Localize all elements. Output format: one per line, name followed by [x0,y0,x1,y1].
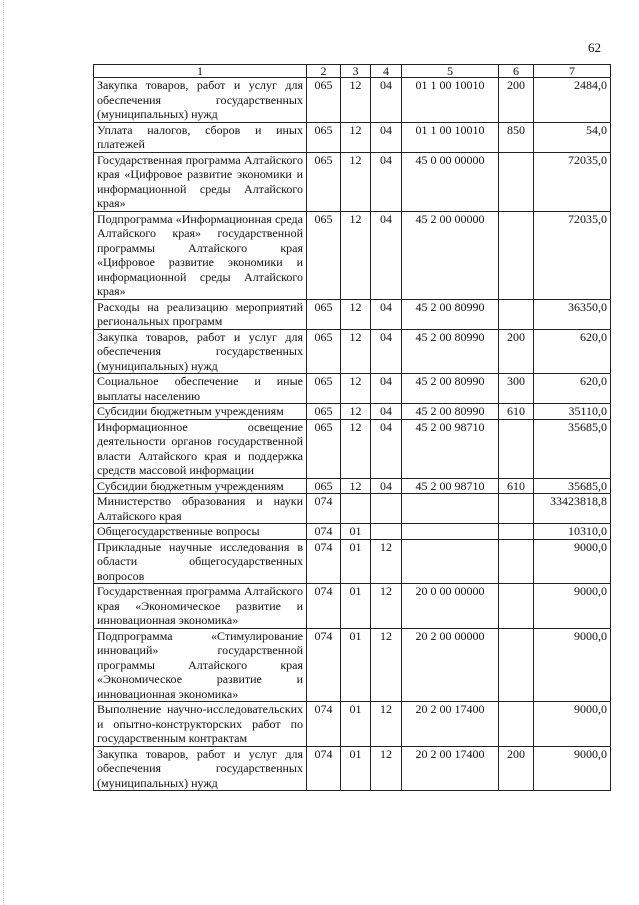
row-ministry-code: 065 [307,329,341,374]
row-ministry-code: 074 [307,539,341,584]
table-row [94,419,611,478]
row-section: 12 [341,478,371,494]
row-ministry-code: 065 [307,478,341,494]
header-row [94,65,611,78]
row-name: Министерство образования и науки Алтайского края [94,494,307,524]
row-ministry-code: 074 [307,494,341,524]
row-target-article: 01 1 00 10010 [402,122,499,152]
row-name: Подпрограмма «Информационная среда Алтайского края» государственной программы Алтайского края «Цифровое развитие экономики и информационной среды Алтайского края» [94,211,307,299]
scan-edge [3,0,6,905]
row-subsection: 04 [371,211,402,299]
page-number: 62 [588,40,601,55]
table-row [94,524,611,540]
row-name: Закупка товаров, работ и услуг для обеспечения государственных (муниципальных) нужд [94,329,307,374]
row-name: Подпрограмма «Стимулирование инноваций» государственной программы Алтайского края «Экономическое развитие и инновационная экономика» [94,628,307,702]
table-row [94,78,611,123]
row-target-article [402,539,499,584]
row-ministry-code: 065 [307,419,341,478]
row-target-article: 20 2 00 17400 [402,702,499,747]
row-ministry-code: 074 [307,524,341,540]
row-name: Государственная программа Алтайского края «Цифровое развитие экономики и информационной среды Алтайского края» [94,152,307,211]
row-expense-type: 200 [499,329,534,374]
row-name: Закупка товаров, работ и услуг для обеспечения государственных (муниципальных) нужд [94,746,307,791]
row-expense-type: 610 [499,478,534,494]
row-expense-type [499,211,534,299]
row-ministry-code: 074 [307,702,341,747]
row-subsection [371,524,402,540]
row-expense-type [499,539,534,584]
header-cell: 2 [307,65,341,78]
row-subsection: 12 [371,539,402,584]
row-target-article: 01 1 00 10010 [402,78,499,123]
row-amount: 33423818,8 [534,494,611,524]
row-expense-type [499,419,534,478]
row-expense-type: 200 [499,78,534,123]
row-target-article: 45 2 00 80990 [402,404,499,420]
row-name: Государственная программа Алтайского края «Экономическое развитие и инновационная экономика» [94,584,307,629]
row-name: Прикладные научные исследования в области общегосударственных вопросов [94,539,307,584]
row-section: 12 [341,152,371,211]
row-amount: 54,0 [534,122,611,152]
row-subsection [371,494,402,524]
row-name: Закупка товаров, работ и услуг для обеспечения государственных (муниципальных) нужд [94,78,307,123]
row-name: Уплата налогов, сборов и иных платежей [94,122,307,152]
row-section: 01 [341,702,371,747]
budget-table [93,64,611,791]
row-amount: 9000,0 [534,746,611,791]
row-target-article [402,494,499,524]
row-subsection: 04 [371,404,402,420]
row-expense-type: 610 [499,404,534,420]
table-row [94,211,611,299]
row-subsection: 04 [371,419,402,478]
table-row [94,494,611,524]
row-expense-type [499,152,534,211]
row-name: Социальное обеспечение и иные выплаты населению [94,374,307,404]
table-row [94,584,611,629]
row-name: Информационное освещение деятельности органов государственной власти Алтайского края и поддержка средств массовой информации [94,419,307,478]
row-target-article: 45 2 00 80990 [402,374,499,404]
table-row [94,702,611,747]
table-body [94,78,611,791]
row-subsection: 04 [371,299,402,329]
row-section: 01 [341,539,371,584]
row-amount: 2484,0 [534,78,611,123]
row-section: 12 [341,211,371,299]
row-section: 01 [341,746,371,791]
row-amount: 620,0 [534,329,611,374]
header-cell: 7 [534,65,611,78]
row-subsection: 04 [371,152,402,211]
row-amount: 9000,0 [534,628,611,702]
row-subsection: 04 [371,374,402,404]
row-expense-type [499,584,534,629]
row-ministry-code: 065 [307,404,341,420]
row-section: 12 [341,329,371,374]
header-cell: 3 [341,65,371,78]
row-name: Субсидии бюджетным учреждениям [94,404,307,420]
row-expense-type [499,628,534,702]
row-expense-type: 300 [499,374,534,404]
row-target-article: 45 2 00 80990 [402,329,499,374]
row-amount: 36350,0 [534,299,611,329]
row-expense-type [499,299,534,329]
header-cell: 4 [371,65,402,78]
row-amount: 35110,0 [534,404,611,420]
row-ministry-code: 065 [307,299,341,329]
row-section: 12 [341,374,371,404]
row-ministry-code: 074 [307,628,341,702]
row-target-article: 45 2 00 00000 [402,211,499,299]
row-section [341,494,371,524]
row-target-article: 20 0 00 00000 [402,584,499,629]
row-expense-type [499,494,534,524]
row-subsection: 04 [371,122,402,152]
row-ministry-code: 065 [307,78,341,123]
row-expense-type [499,524,534,540]
row-name: Общегосударственные вопросы [94,524,307,540]
table-row [94,539,611,584]
row-amount: 35685,0 [534,478,611,494]
row-ministry-code: 065 [307,374,341,404]
row-section: 01 [341,584,371,629]
row-amount: 72035,0 [534,211,611,299]
table-row [94,478,611,494]
row-ministry-code: 074 [307,584,341,629]
row-amount: 620,0 [534,374,611,404]
row-subsection: 12 [371,702,402,747]
row-subsection: 04 [371,329,402,374]
row-target-article: 20 2 00 17400 [402,746,499,791]
table-row [94,152,611,211]
row-subsection: 12 [371,584,402,629]
row-section: 12 [341,122,371,152]
row-name: Расходы на реализацию мероприятий региональных программ [94,299,307,329]
row-section: 12 [341,404,371,420]
table-row [94,404,611,420]
row-name: Выполнение научно-исследовательских и опытно-конструкторских работ по государственным контрактам [94,702,307,747]
row-amount: 10310,0 [534,524,611,540]
row-expense-type [499,702,534,747]
row-amount: 9000,0 [534,584,611,629]
row-amount: 9000,0 [534,539,611,584]
row-ministry-code: 065 [307,122,341,152]
row-subsection: 12 [371,628,402,702]
table-row [94,299,611,329]
row-ministry-code: 065 [307,211,341,299]
row-section: 12 [341,419,371,478]
header-cell: 5 [402,65,499,78]
row-expense-type: 200 [499,746,534,791]
row-target-article: 45 0 00 00000 [402,152,499,211]
table-row [94,122,611,152]
row-target-article: 45 2 00 80990 [402,299,499,329]
row-section: 12 [341,78,371,123]
row-section: 01 [341,628,371,702]
row-name: Субсидии бюджетным учреждениям [94,478,307,494]
row-subsection: 12 [371,746,402,791]
row-amount: 35685,0 [534,419,611,478]
row-amount: 72035,0 [534,152,611,211]
table-row [94,329,611,374]
table-row [94,628,611,702]
row-target-article: 20 2 00 00000 [402,628,499,702]
row-target-article [402,524,499,540]
row-subsection: 04 [371,478,402,494]
header-cell: 1 [94,65,307,78]
row-section: 01 [341,524,371,540]
row-ministry-code: 074 [307,746,341,791]
row-target-article: 45 2 00 98710 [402,419,499,478]
row-subsection: 04 [371,78,402,123]
table-row [94,374,611,404]
row-target-article: 45 2 00 98710 [402,478,499,494]
row-section: 12 [341,299,371,329]
row-expense-type: 850 [499,122,534,152]
table-row [94,746,611,791]
row-ministry-code: 065 [307,152,341,211]
header-cell: 6 [499,65,534,78]
row-amount: 9000,0 [534,702,611,747]
